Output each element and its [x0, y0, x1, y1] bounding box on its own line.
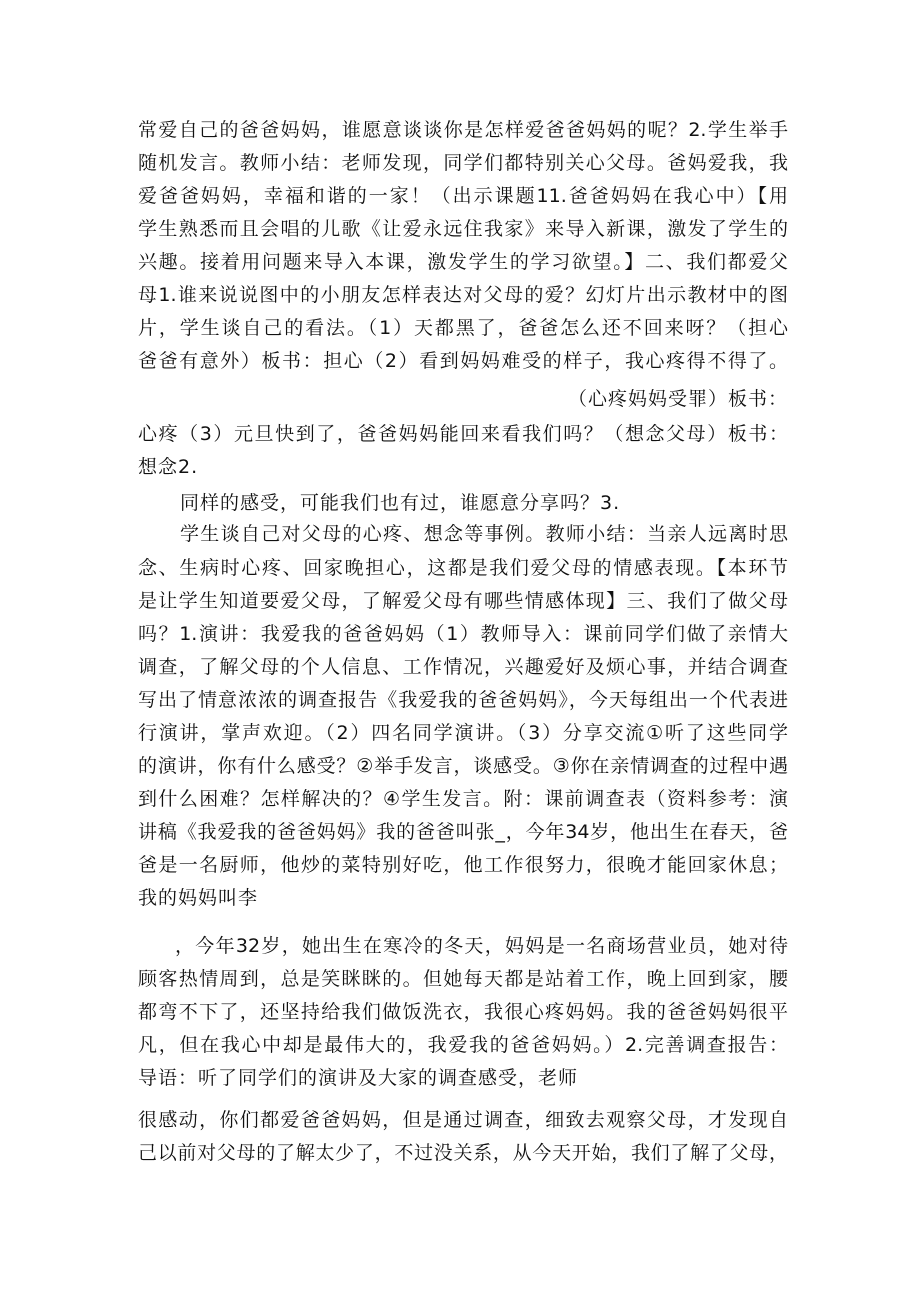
text-line: 爸是一名厨师，他炒的菜特别好吃，他工作很努力，很晚才能回家休息；: [138, 854, 788, 876]
text-line: 凡，但在我心中却是最伟大的，我爱我的爸爸妈妈。）2.完善调查报告：: [138, 1034, 788, 1056]
text-line: （心疼妈妈受罪）板书：: [567, 388, 788, 410]
text-line: 都弯不下了，还坚持给我们做饭洗衣，我很心疼妈妈。我的爸爸妈妈很平: [138, 1001, 788, 1023]
text-line: 吗？1.演讲：我爱我的爸爸妈妈（1）教师导入：课前同学们做了亲情大: [138, 623, 788, 645]
text-line: 爱爸爸妈妈，幸福和谐的一家！（出示课题11.爸爸妈妈在我心中）【用: [138, 185, 788, 207]
text-line: 心疼（3）元旦快到了，爸爸妈妈能回来看我们吗？（想念父母）板书：: [138, 423, 788, 445]
text-line: 导语：听了同学们的演讲及大家的调查感受，老师: [138, 1067, 579, 1089]
text-line: 写出了情意浓浓的调查报告《我爱我的爸爸妈妈》，今天每组出一个代表进: [138, 689, 788, 711]
text-line: 片，学生谈自己的看法。（1）天都黑了，爸爸怎么还不回来呀？（担心: [138, 317, 788, 339]
text-line: 念、生病时心疼、回家晚担心，这都是我们爱父母的情感表现。【本环节: [138, 557, 788, 579]
text-line: 爸爸有意外）板书：担心（2）看到妈妈难受的样子，我心疼得不得了。: [138, 350, 788, 372]
text-line: 的演讲，你有什么感受？②举手发言，谈感受。③你在亲情调查的过程中遇: [138, 755, 788, 777]
text-line: 己以前对父母的了解太少了，不过没关系，从今天开始，我们了解了父母，: [138, 1142, 788, 1164]
text-line: ，今年32岁，她出生在寒冷的冬天，妈妈是一名商场营业员，她对待: [175, 935, 788, 957]
text-line: 学生熟悉而且会唱的儿歌《让爱永远住我家》来导入新课，激发了学生的: [138, 218, 788, 240]
text-line: 我的妈妈叫李: [138, 887, 259, 909]
text-line: 随机发言。教师小结：老师发现，同学们都特别关心父母。爸妈爱我，我: [138, 152, 788, 174]
text-line: 母1.谁来说说图中的小朋友怎样表达对父母的爱？幻灯片出示教材中的图: [138, 284, 788, 306]
text-line: 常爱自己的爸爸妈妈，谁愿意谈谈你是怎样爱爸爸妈妈的呢？2.学生举手: [138, 119, 788, 141]
text-line: 同样的感受，可能我们也有过，谁愿意分享吗？3.: [180, 492, 621, 514]
text-line: 兴趣。接着用问题来导入本课，激发学生的学习欲望。】二、我们都爱父: [138, 251, 788, 273]
text-line: 顾客热情周到，总是笑眯眯的。但她每天都是站着工作，晚上回到家，腰: [138, 968, 788, 990]
text-line: 讲稿《我爱我的爸爸妈妈》我的爸爸叫张_，今年34岁，他出生在春天，爸: [138, 821, 788, 843]
text-line: 是让学生知道要爱父母，了解爱父母有哪些情感体现】三、我们了做父母: [138, 590, 788, 612]
text-line: 调查，了解父母的个人信息、工作情况，兴趣爱好及烦心事，并结合调查: [138, 656, 788, 678]
text-line: 到什么困难？怎样解决的？④学生发言。附：课前调查表（资料参考：演: [138, 788, 788, 810]
text-line: 行演讲，掌声欢迎。（2）四名同学演讲。（3）分享交流①听了这些同学: [138, 722, 788, 744]
text-line: 很感动，你们都爱爸爸妈妈，但是通过调查，细致去观察父母，才发现自: [138, 1109, 788, 1131]
text-line: 想念2.: [138, 456, 199, 478]
text-line: 学生谈自己对父母的心疼、想念等事例。教师小结：当亲人远离时思: [180, 523, 788, 545]
